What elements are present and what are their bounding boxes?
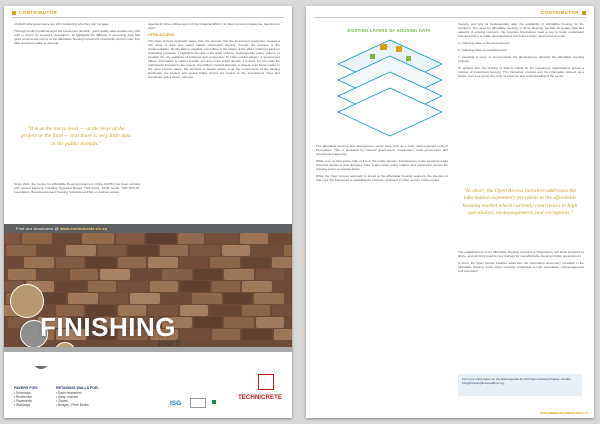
right-column-1 — [316, 144, 448, 185]
paver-row — [4, 281, 292, 293]
paver-row — [4, 257, 292, 269]
right-column-2-bottom — [458, 250, 584, 276]
paragraph: Since 2021, the Centre for Affordable Housing Finance in Africa (CAHF) has been working with various partners, including Hypertext Based, TSH Africa, TUHF Group, TSH NHF-W-Foundation, Bassdevelopment Housing Solutions and Silo to produce a data — [14, 182, 140, 195]
paragraph: The affordable housing and development sector have built up a solid, well-respected body of information. This is produced by national government, researchers, local government and development agencies. — [316, 144, 448, 157]
paragraph: housing and why its fundamentally alter the availability of affordable housing for the continent. The need for affordable housing, in all its diversity, persists for quality data and capacity of existing investors, the investors themselves need a way to better understand how and where to make good decisions and build a better development model. — [458, 22, 584, 39]
ad-tagline: touch — [158, 338, 181, 349]
paver-row — [4, 293, 292, 305]
pull-quote-left: "It is at the micro level — at the level of the project or the fund — that there is very little data in the public domain." — [21, 126, 131, 147]
left-column-1-bottom — [14, 182, 140, 197]
left-column-1 — [14, 22, 140, 48]
housing-data-layers-diagram — [330, 34, 450, 138]
left-page — [4, 6, 292, 418]
list-item: a. collecting data on the development. — [458, 41, 511, 46]
ad-list-title-walls: RETAINING WALLS FOR: — [56, 386, 99, 390]
paragraph: Through results fundamental to the investment decision, good-quality data enables any shift both to inform by investors, developers, all highlights the difficulty of accessing data that gives an accurate picture of the affordable housing investment opportunity and its risks. Key data questions relate to demand. — [14, 29, 140, 46]
list-item: • Earth retainment — [56, 391, 82, 395]
ad-brochure-text: Find our brochures @ www.technicrete.co.za — [16, 226, 108, 231]
house-icon — [380, 44, 387, 50]
left-column-2 — [148, 22, 280, 82]
ad-list-title-pavers: PAVERS FOR: — [14, 386, 39, 390]
diagram-title: EXISTING LAYERS OF HOUSING DATA — [347, 28, 431, 33]
ad-headline: FINISHING — [40, 312, 176, 342]
paragraph: of which wide governance are still considering who they don't engage. — [14, 22, 110, 26]
layers-diagram-svg — [330, 34, 450, 138]
info-box: For more information on the Data Agenda for All (Open Access) Project, contact info@housingfinanceafrica.org. — [458, 374, 582, 396]
green-mark-icon — [212, 400, 216, 404]
list-item: • Pavements — [14, 399, 32, 403]
paragraph: To achieve this, the sharing of data is critical for the investment organisations across a number of investment housing. This interaction process and the information shared, as a whole, over time grows the body of evidence and understanding of the sector. — [458, 66, 584, 79]
isg-logo: ISG — [170, 400, 182, 407]
brick-logo — [190, 398, 206, 408]
house-icon — [396, 46, 402, 52]
list-item: • Steep Inclines — [56, 395, 79, 399]
paragraph: While a lot of data exists, little of it is in the public domain. Transparency helps investors make informed decisions and decrease risks, it also helps policy makers and consumers across the housing sector to operate better. — [316, 159, 448, 172]
paragraph: Agenda for All ex-Africa report of the Financial Effort II in Open Access programme, launched in 2024. — [148, 22, 280, 31]
ad-list-pavers — [14, 391, 32, 407]
list-item: b. collecting data on municipal work. — [458, 48, 508, 53]
paragraph: In short, the Open Access initiative addresses the information asymmetry prevalent in the affordable housing sector which currently contributes to high speculation, mismanagement and corruption. — [458, 261, 584, 274]
ad-band — [4, 352, 292, 366]
paver-row — [4, 269, 292, 281]
technicrete-logo-icon — [258, 374, 274, 390]
technicrete-advert[interactable] — [4, 224, 292, 418]
paragraph: The establishment of an Affordable Housing Investment Observatory will allow investors to share, and will bring together key findings for real affordable housing market development. — [458, 250, 584, 259]
paragraph: The Open Access approach stems from the premise that the investment ecosystem creates a rich array of data and useful market information already, through the process of the implementation. All this data is valuable, but neither is the nature of the effort, relating it back for evaluating purposes, it highlights the lack of the wider industry. Subsequently, policy makers, or possibly the city guidance of business and consumers, by other market players in government offices. Information is market-specific, but once in the public domain, it is used. For the study the participants invested in the project, the platform helped attempts to assess it as being useful. In the open access space, the structure is based, where to-all the components of the funding landscape are trusted and tested widely across the board, to the investments done and completed with a closer outcome. — [148, 38, 280, 80]
technicrete-brand: TECHNICRETE — [237, 394, 282, 401]
list-item: • Slopes — [56, 399, 68, 403]
list-item: • Driveways — [14, 391, 31, 395]
tree-icon — [406, 56, 411, 61]
sandstone-swatch — [10, 284, 44, 318]
ad-list-walls — [56, 391, 89, 407]
right-header-label: CONTRIBUTOR — [541, 10, 586, 15]
paragraph: While the Open Access approach is aimed at the affordable housing segment, the intention is that once the framework is established it could be replicated in other sectors of the market. — [316, 174, 448, 183]
list-item: • Residential — [14, 395, 32, 399]
list-item: • Bridges / River Banks — [56, 403, 89, 407]
paver-row — [4, 245, 292, 257]
left-header-label: CONTRIBUTOR — [12, 10, 57, 15]
tree-icon — [370, 54, 375, 59]
right-header — [314, 10, 586, 18]
list-item: c. investing in ways to communicate the development, allowing the affordable housing projects. — [458, 55, 584, 64]
subheading: OPEN ACCESS — [148, 33, 175, 38]
ad-top-bar — [4, 224, 292, 233]
page-footer: SEPTEMBER-OCTOBER 2024 | 17 — [540, 411, 588, 415]
right-page — [306, 6, 594, 418]
right-column-2 — [458, 22, 584, 82]
left-header — [12, 10, 284, 18]
list-item: • Walkways — [14, 403, 31, 407]
pull-quote-right: "In short, the Open Access initiative addresses the information asymmetry prevalent in the affordable housing market which currently contributes to high speculation, mismanagement, and corruption." — [462, 188, 578, 216]
paver-row — [4, 233, 292, 245]
